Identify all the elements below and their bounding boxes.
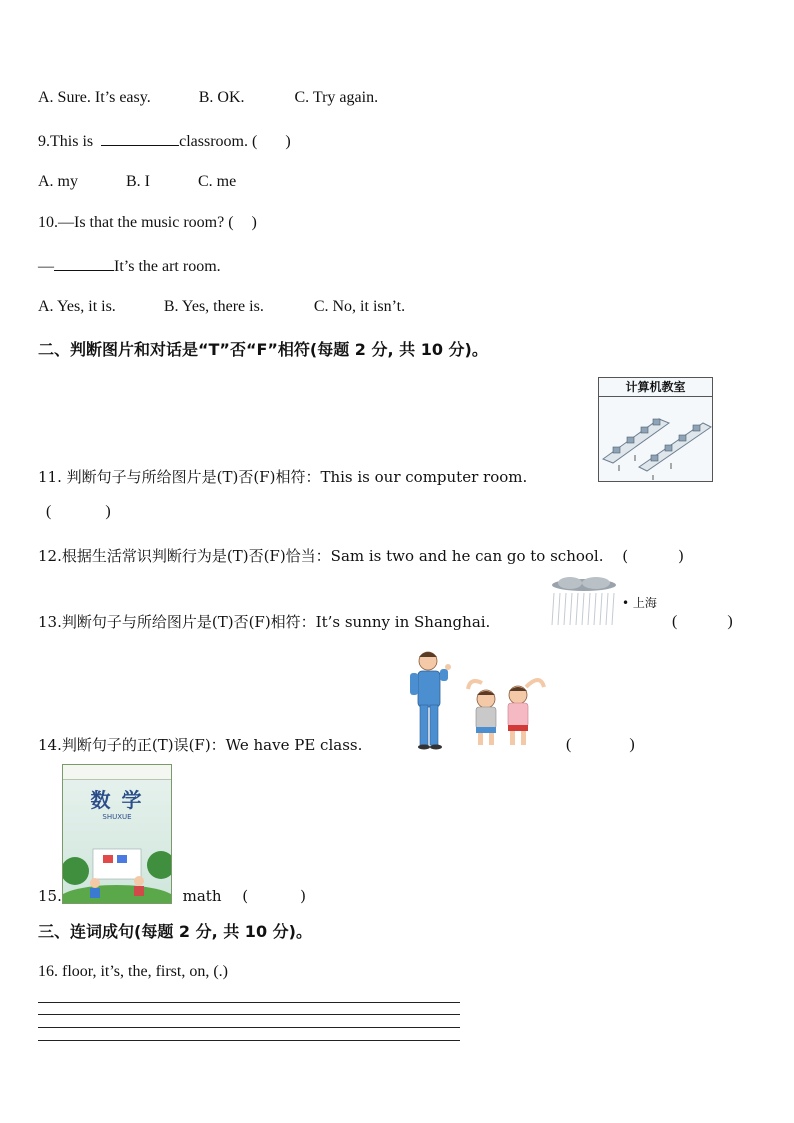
textbook-header xyxy=(63,765,171,780)
shanghai-weather-image xyxy=(548,577,666,627)
pe-class-illustration xyxy=(406,647,550,751)
q15-word: math xyxy=(182,887,222,905)
q10-option-a: A. Yes, it is. xyxy=(38,298,116,315)
section-3-title: 三、连词成句(每题 2 分, 共 10 分)。 xyxy=(38,922,312,941)
answer-line-3[interactable] xyxy=(38,1027,460,1028)
rain-cloud-icon xyxy=(548,577,620,627)
computer-desks-illustration xyxy=(599,397,712,481)
q9-option-c: C. me xyxy=(198,173,237,190)
q9-paren-close: ) xyxy=(285,133,291,150)
question-10 xyxy=(38,213,257,233)
section-2-title: 二、判断图片和对话是“T”否“F”相符(每题 2 分, 共 10 分)。 xyxy=(38,340,488,359)
computer-room-label: 计算机教室 xyxy=(599,378,712,397)
q10-option-c: C. No, it isn’t. xyxy=(313,298,406,315)
q11-answer-paren xyxy=(38,502,111,522)
q9-option-a: A. my xyxy=(38,173,78,190)
q9-option-b: B. I xyxy=(126,173,150,190)
q14-paren-open: ( xyxy=(566,736,572,753)
q10-paren-close: ) xyxy=(251,214,257,231)
q8-option-b: B. OK. xyxy=(198,89,245,106)
textbook-subtitle: SHUXUE xyxy=(102,813,132,821)
q11-paren-open: ( xyxy=(46,503,52,520)
q9-options xyxy=(38,172,236,192)
question-11: 11. 判断句子与所给图片是(T)否(F)相符：This is our computer room. xyxy=(38,468,528,486)
q13-paren-close: ) xyxy=(727,613,733,630)
q8-option-a: A. Sure. It’s easy. xyxy=(38,89,151,106)
answer-line-2[interactable] xyxy=(38,1014,460,1015)
question-12 xyxy=(38,546,684,566)
question-16: 16. floor, it’s, the, first, on, (.) xyxy=(38,963,228,980)
q11-paren-close: ) xyxy=(105,503,111,520)
q9-text-pre: 9.This is xyxy=(38,133,94,150)
q8-option-c: C. Try again. xyxy=(294,89,379,106)
q14-answer-paren xyxy=(566,735,635,755)
q13-paren-open: ( xyxy=(672,613,678,630)
q15-paren-open: ( xyxy=(242,887,249,905)
question-13: 13.判断句子与所给图片是(T)否(F)相符：It’s sunny in Shanghai. xyxy=(38,613,491,631)
q13-answer-paren xyxy=(672,612,733,632)
q15-paren-close: ) xyxy=(300,887,306,905)
q10-reply-text: It’s the art room. xyxy=(114,258,221,275)
math-textbook-image xyxy=(62,764,172,904)
q10-reply xyxy=(38,255,221,277)
question-14: 14.判断句子的正(T)误(F)：We have PE class. xyxy=(38,736,363,754)
question-9 xyxy=(38,130,291,152)
q10-option-b: B. Yes, there is. xyxy=(163,298,264,315)
pe-class-image xyxy=(406,647,550,751)
textbook-title: 数 学 xyxy=(90,788,144,812)
q12-paren-open: ( xyxy=(622,547,629,565)
q12-text: 12.根据生活常识判断行为是(T)否(F)恰当：Sam is two and he can go to school. xyxy=(38,547,604,565)
q10-blank[interactable] xyxy=(54,255,114,271)
question-15 xyxy=(38,886,306,906)
q9-text-post: classroom. ( xyxy=(179,133,258,150)
q15-number: 15. xyxy=(38,887,62,905)
q10-text: 10.—Is that the music room? ( xyxy=(38,214,234,231)
q9-blank[interactable] xyxy=(101,130,179,146)
answer-line-1[interactable] xyxy=(38,1002,460,1003)
answer-line-4[interactable] xyxy=(38,1040,460,1041)
q10-options xyxy=(38,297,405,317)
shanghai-label: • 上海 xyxy=(622,596,657,610)
computer-room-image xyxy=(598,377,713,482)
q14-paren-close: ) xyxy=(629,736,635,753)
q10-reply-dash: — xyxy=(38,258,54,275)
q12-paren-close: ) xyxy=(678,547,684,565)
q8-options xyxy=(38,88,378,108)
